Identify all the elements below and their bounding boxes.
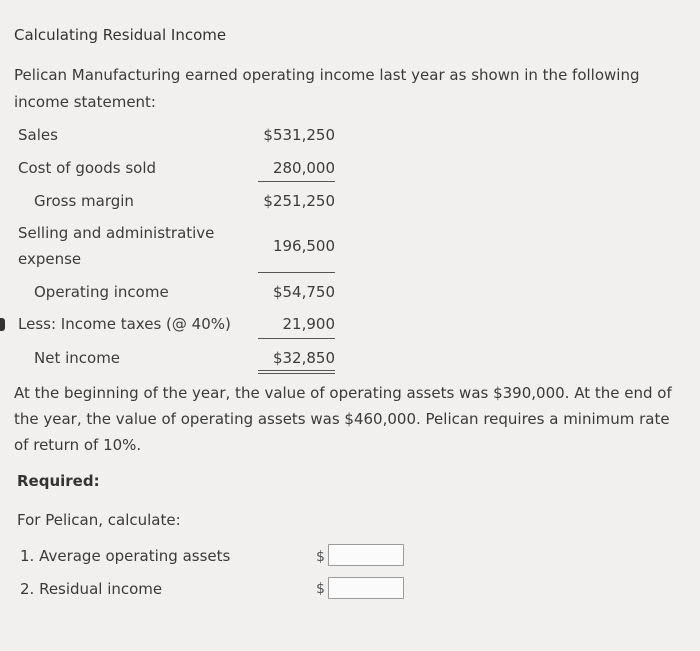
subtotal-rule: [258, 272, 335, 273]
currency-symbol: $: [316, 581, 325, 597]
cogs-value: 280,000: [272, 159, 335, 177]
sales-label: Sales: [18, 126, 58, 144]
total-double-rule: [258, 370, 335, 374]
subtotal-rule: [258, 181, 335, 182]
income-tax-value: 21,900: [282, 315, 335, 333]
gross-margin-label: Gross margin: [34, 192, 134, 210]
income-tax-label: Less: Income taxes (@ 40%): [18, 315, 231, 333]
net-income-label: Net income: [34, 349, 121, 367]
sales-value: $531,250: [263, 126, 335, 144]
sga-value: 196,500: [272, 237, 335, 255]
operating-income-label: Operating income: [34, 283, 169, 301]
net-income-value: $32,850: [272, 349, 335, 367]
assets-paragraph: At the beginning of the year, the value of operating assets was $390,000. At the end of the year, the value of operating assets was $460,000. Pelican requires a minimum rate of return of 10%.: [14, 384, 672, 454]
operating-income-value: $54,750: [272, 283, 335, 301]
page-title: Calculating Residual Income: [14, 26, 227, 44]
subtotal-rule: [258, 338, 335, 339]
cogs-label: Cost of goods sold: [18, 159, 157, 177]
left-edge-marker: [0, 318, 5, 331]
sga-label-line2: expense: [18, 250, 82, 268]
residual-income-input[interactable]: [328, 577, 404, 599]
required-heading: Required:: [17, 472, 100, 490]
gross-margin-value: $251,250: [263, 192, 335, 210]
currency-symbol: $: [316, 549, 325, 565]
intro-text: Pelican Manufacturing earned operating income last year as shown in the following income statement:: [14, 66, 640, 111]
question-residual-income: 2. Residual income: [20, 580, 163, 598]
instructions-text: For Pelican, calculate:: [17, 511, 181, 529]
sga-label-line1: Selling and administrative: [18, 224, 215, 242]
average-operating-assets-input[interactable]: [328, 544, 404, 566]
question-average-operating-assets: 1. Average operating assets: [20, 547, 231, 565]
